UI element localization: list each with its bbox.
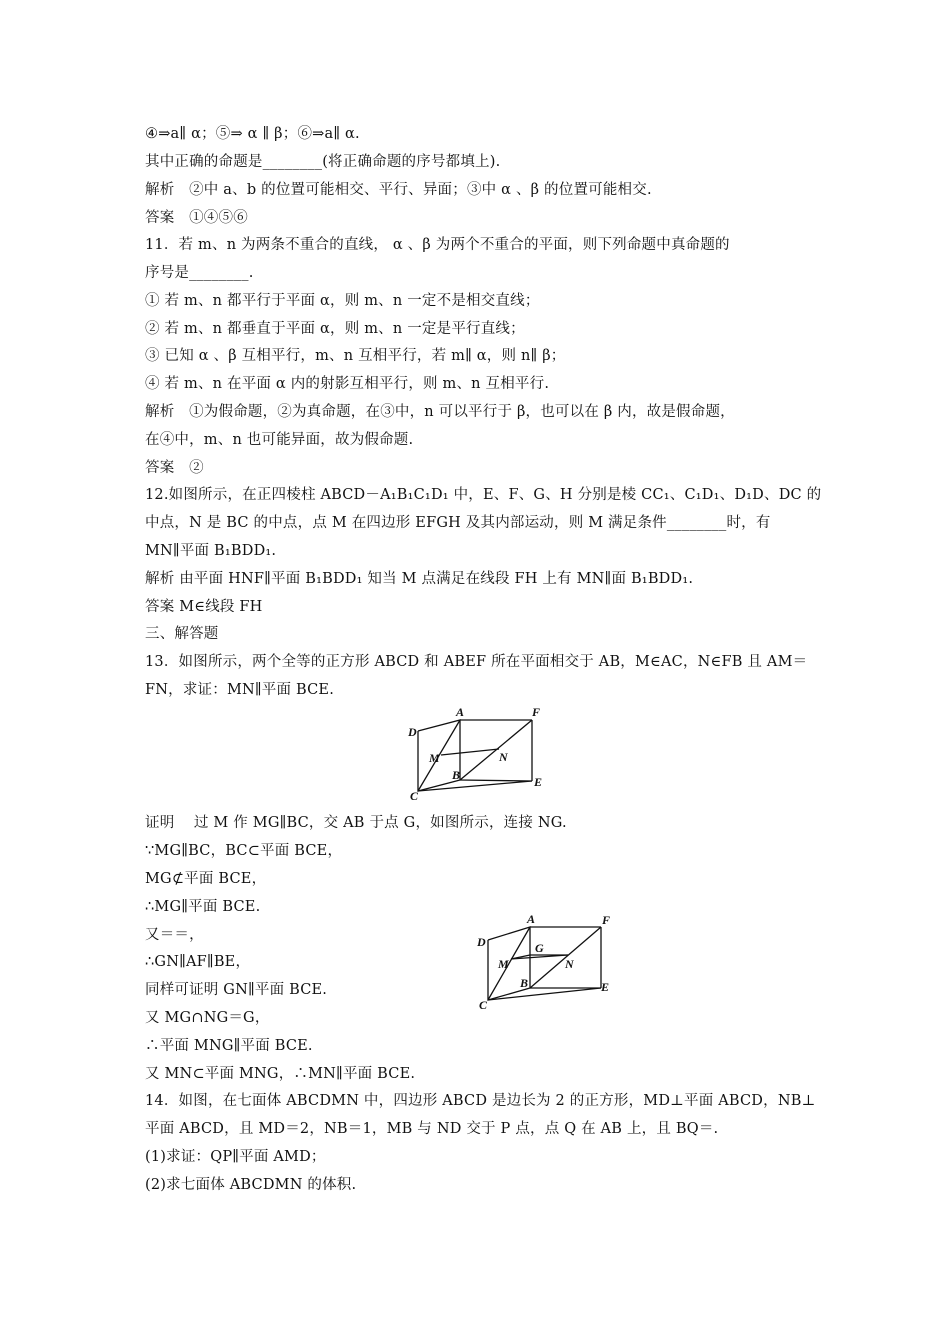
text-line: 答案 M∈线段 FH [145,599,263,615]
label-d: D [477,935,486,949]
text-line: ① 若 m、n 都平行于平面 α，则 m、n 一定不是相交直线； [145,293,540,309]
text-line: ④⇒a∥ α；⑤⇒ α ∥ β；⑥⇒a∥ α. [145,126,360,142]
text-line: 证明 过 M 作 MG∥BC，交 AB 于点 G，如图所示，连接 NG. [145,815,567,831]
text-line: ∴平面 MNG∥平面 BCE. [145,1038,313,1054]
text-line: MG⊄平面 BCE， [145,871,267,887]
geometry-figure-2 [474,910,624,1010]
text-line: 中点，N 是 BC 的中点，点 M 在四边形 EFGH 及其内部运动，则 M 满足条件________时，有 [145,515,771,531]
label-f: F [532,705,541,719]
text-line: 同样可证明 GN∥平面 BCE. [145,982,328,998]
text-line: 14．如图，在七面体 ABCDMN 中，四边形 ABCD 是边长为 2 的正方形，MD⊥平面 ABCD，NB⊥ [145,1093,816,1109]
label-c: C [410,789,419,802]
text-line: ③ 已知 α 、β 互相平行，m、n 互相平行，若 m∥ α，则 n∥ β； [145,348,566,364]
label-m: M [429,751,440,765]
text-line: (2)求七面体 ABCDMN 的体积. [145,1177,357,1193]
geometry-figure-1 [404,702,554,802]
label-d: D [408,725,417,739]
label-m: M [498,957,509,971]
section-heading: 三、解答题 [145,626,219,642]
text-line: 解析 ②中 a、b 的位置可能相交、平行、异面；③中 α 、β 的位置可能相交. [145,182,652,198]
diagonal-fb [460,720,532,780]
label-a: A [456,705,465,719]
label-a: A [527,912,536,926]
text-line: FN，求证：MN∥平面 BCE. [145,682,335,698]
text-line: 又＝＝， [145,927,204,943]
text-line: ④ 若 m、n 在平面 α 内的射影互相平行，则 m、n 互相平行. [145,376,550,392]
label-g: G [535,941,544,955]
text-line: 在④中，m、n 也可能异面，故为假命题. [145,432,414,448]
text-line: 平面 ABCD，且 MD＝2，NB＝1，MB 与 ND 交于 P 点，点 Q 在 AB 上，且 BQ＝. [145,1121,719,1137]
text-line: 12.如图所示，在正四棱柱 ABCD－A₁B₁C₁D₁ 中，E、F、G、H 分别是棱 CC₁、C₁D₁、D₁D、DC 的 [145,487,822,503]
label-f: F [602,913,611,927]
text-line: 又 MN⊂平面 MNG，∴MN∥平面 BCE. [145,1066,416,1082]
text-line: (1)求证：QP∥平面 AMD； [145,1149,326,1165]
label-e: E [601,980,610,994]
text-line: 其中正确的命题是________(将正确命题的序号都填上). [145,154,501,170]
label-c: C [479,998,488,1010]
text-line: ② 若 m、n 都垂直于平面 α，则 m、n 一定是平行直线； [145,321,525,337]
text-line: ∴MG∥平面 BCE. [145,899,261,915]
text-line: 答案 ② [145,460,204,476]
label-e: E [534,775,543,789]
label-n: N [499,750,508,764]
text-line: 又 MG∩NG＝G， [145,1010,270,1026]
text-line: 13．如图所示，两个全等的正方形 ABCD 和 ABEF 所在平面相交于 AB，M∈AC，N∈FB 且 AM＝ [145,654,808,670]
text-line: ∵MG∥BC，BC⊂平面 BCE， [145,843,343,859]
text-line: ∴GN∥AF∥BE， [145,954,251,970]
edge-be [460,780,532,781]
text-line: 11．若 m、n 为两条不重合的直线， α 、β 为两个不重合的平面，则下列命题中真命题的 [145,237,730,253]
text-line: 答案 ①④⑤⑥ [145,210,248,226]
edge-ce [488,988,601,1000]
text-line: 解析 由平面 HNF∥平面 B₁BDD₁ 知当 M 点满足在线段 FH 上有 MN∥面 B₁BDD₁. [145,571,694,587]
label-b: B [520,976,529,990]
label-b: B [452,768,461,782]
text-line: 解析 ①为假命题，②为真命题，在③中，n 可以平行于 β，也可以在 β 内，故是假命题， [145,404,735,420]
label-n: N [565,957,574,971]
text-line: 序号是________. [145,265,254,281]
text-line: MN∥平面 B₁BDD₁. [145,543,277,559]
